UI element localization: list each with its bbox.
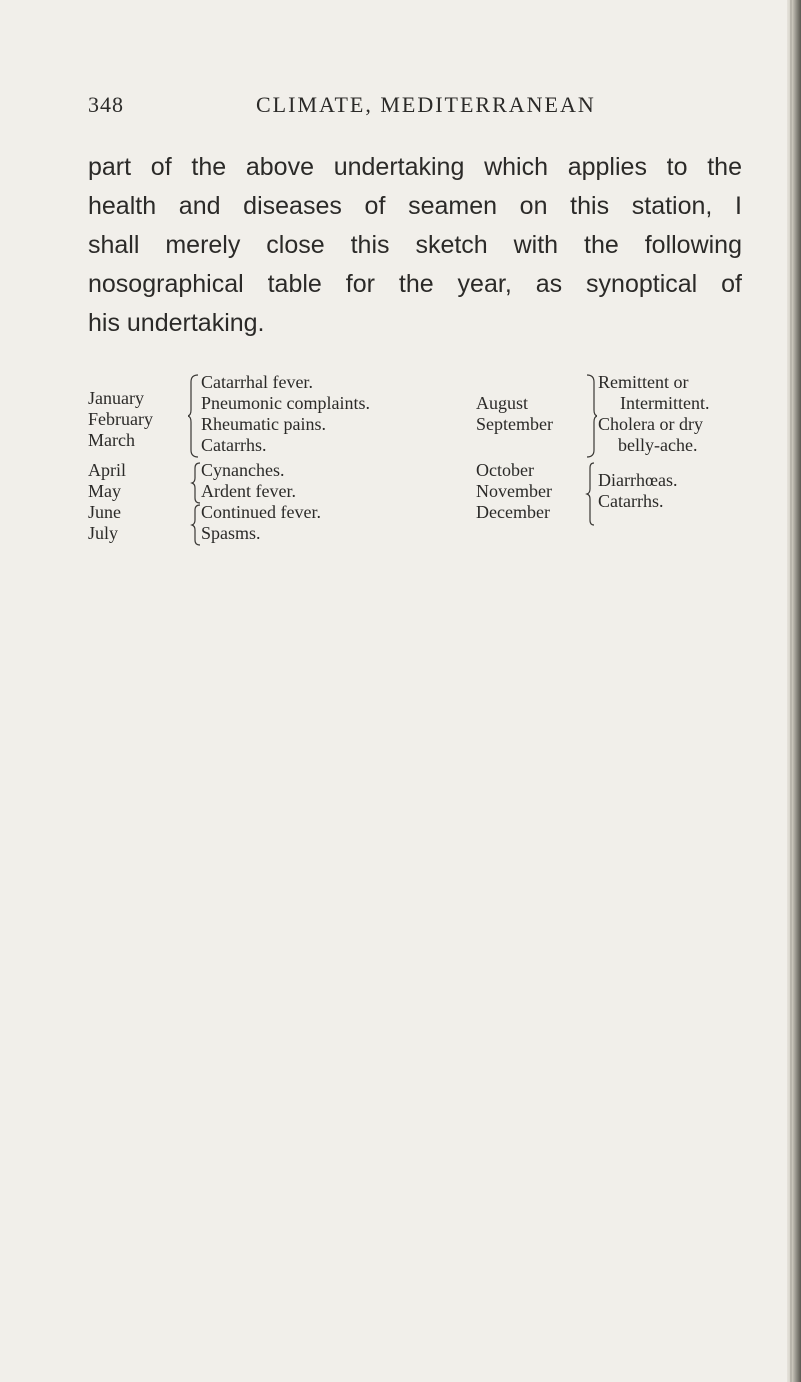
brace-group5: [585, 462, 597, 526]
disease-label: belly-ache.: [618, 435, 698, 455]
paragraph-line: part of the above undertaking which applies to the: [88, 153, 742, 181]
month-label: October: [476, 460, 534, 480]
disease-label: Pneumonic complaints.: [201, 393, 370, 413]
disease-label: Remittent or: [598, 372, 689, 392]
paragraph-line: health and diseases of seamen on this station, I: [88, 192, 742, 220]
month-label: April: [88, 460, 126, 480]
disease-label: Catarrhs.: [201, 435, 267, 455]
nosographical-table: [88, 372, 748, 543]
disease-label: Diarrhœas.: [598, 470, 678, 490]
month-label: November: [476, 481, 552, 501]
month-label: May: [88, 481, 121, 501]
running-head: [88, 92, 728, 122]
disease-label: Catarrhs.: [598, 491, 664, 511]
disease-label: Catarrhal fever.: [201, 372, 313, 392]
month-label: January: [88, 388, 144, 408]
disease-label: Ardent fever.: [201, 481, 296, 501]
month-label: August: [476, 393, 529, 413]
month-label: June: [88, 502, 121, 522]
month-label: March: [88, 430, 135, 450]
running-title: CLIMATE, MEDITERRANEAN: [256, 92, 596, 117]
month-label: September: [476, 414, 553, 434]
brace-group1: [188, 374, 200, 458]
disease-label: Intermittent.: [620, 393, 710, 413]
disease-label: Cynanches.: [201, 460, 285, 480]
disease-label: Cholera or dry: [598, 414, 703, 434]
month-label: July: [88, 523, 119, 543]
brace-group4: [585, 374, 597, 458]
page-edge-line: [790, 0, 792, 1382]
disease-label: Spasms.: [201, 523, 261, 543]
paragraph-line: nosographical table for the year, as synoptical of: [88, 270, 742, 298]
paragraph-line: shall merely close this sketch with the following: [88, 231, 742, 259]
paragraph-line: his undertaking.: [88, 309, 265, 337]
disease-label: Rheumatic pains.: [201, 414, 326, 434]
disease-label: Continued fever.: [201, 502, 321, 522]
month-label: February: [88, 409, 153, 429]
page-number: 348: [88, 92, 124, 117]
paragraph: [88, 148, 742, 343]
month-label: December: [476, 502, 550, 522]
